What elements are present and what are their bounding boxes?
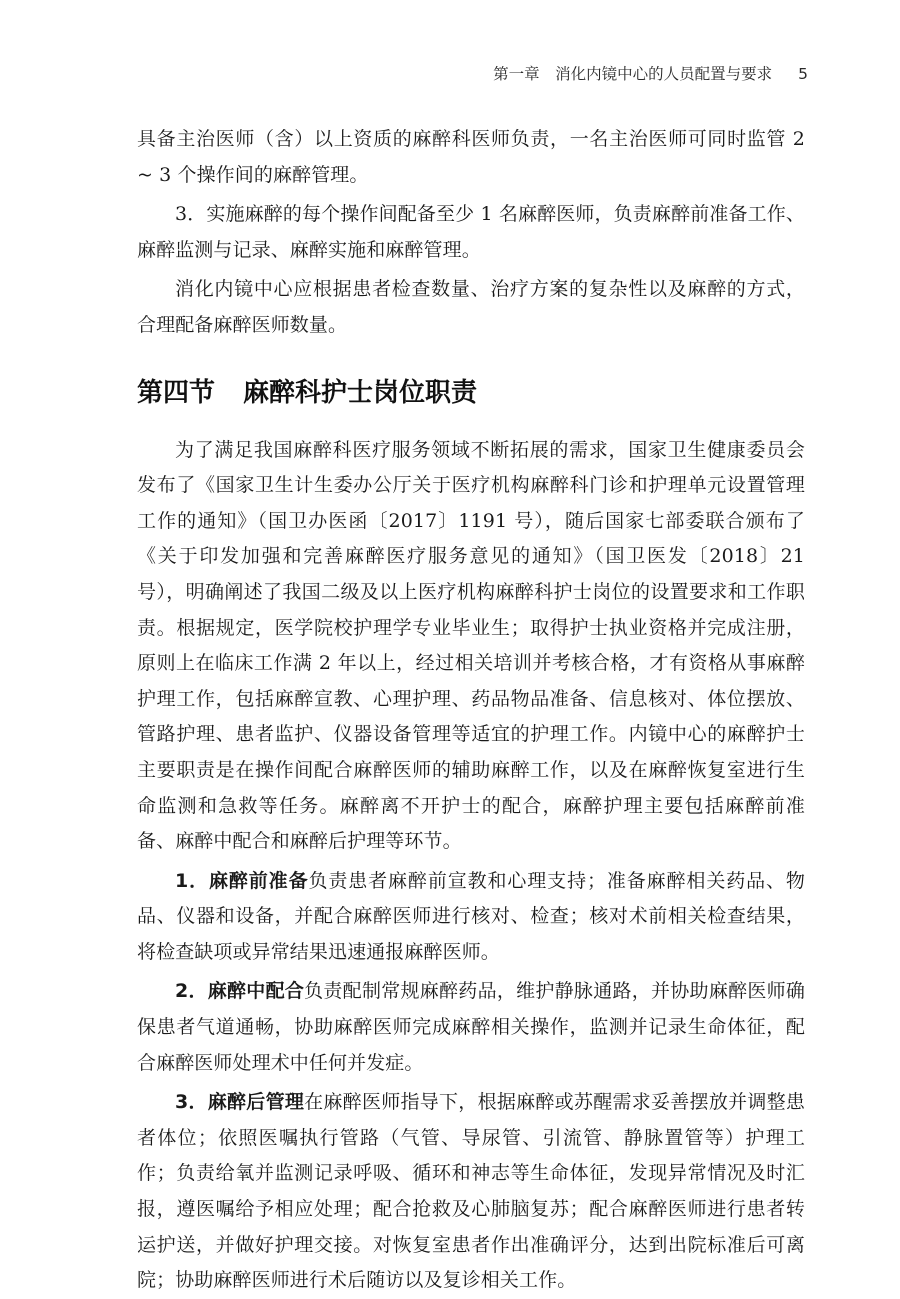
section-heading (137, 375, 805, 411)
duty-item-lead: 3．麻醉后管理 (175, 1091, 305, 1114)
paragraph-continued: 具备主治医师（含）以上资质的麻醉科医师负责，一名主治医师可同时监管 2 ~ 3 个操作间的麻醉管理。 (137, 128, 805, 186)
duty-item-lead: 1．麻醉前准备 (175, 869, 309, 892)
duty-item-lead: 2．麻醉中配合 (175, 980, 305, 1003)
running-header (493, 62, 808, 84)
duty-item (137, 974, 805, 1081)
page-number: 5 (798, 65, 808, 83)
page-body (137, 122, 805, 1299)
paragraph-intro: 为了满足我国麻醉科医疗服务领域不断拓展的需求，国家卫生健康委员会发布了《国家卫生计生委办公厅关于医疗机构麻醉科门诊和护理单元设置管理工作的通知》（国卫办医函〔2017〕1191 号），随后国家七部委联合颁布了《关于印发加强和完善麻醉医疗服务意见的通知》（国卫医发〔2018〕21 号），明确阐述了我国二级及以上医疗机构麻醉科护士岗位的设置要求和工作职责。根据规定，医学院校护理学专业毕业生；取得护士执业资格并完成注册，原则上在临床工作满 2 年以上，经过相关培训并考核合格，才有资格从事麻醉护理工作，包括麻醉宣教、心理护理、药品物品准备、信息核对、体位摆放、管路护理、患者监护、仪器设备管理等适宜的护理工作。内镜中心的麻醉护士主要职责是在操作间配合麻醉医师的辅助麻醉工作，以及在麻醉恢复室进行生命监测和急救等任务。麻醉离不开护士的配合，麻醉护理主要包括麻醉前准备、麻醉中配合和麻醉后护理等环节。 (137, 438, 805, 853)
duty-item-text: 在麻醉医师指导下，根据麻醉或苏醒需求妥善摆放并调整患者体位；依照医嘱执行管路（气管、导尿管、引流管、静脉置管等）护理工作；负责给氧并监测记录呼吸、循环和神志等生命体征，发现异常情况及时汇报，遵医嘱给予相应处理；配合抢救及心肺脑复苏；配合麻醉医师进行患者转运护送，并做好护理交接。对恢复室患者作出准确评分，达到出院标准后可离院；协助麻醉医师进行术后随访以及复诊相关工作。 (137, 1091, 805, 1292)
duty-item (137, 864, 805, 971)
chapter-title: 第一章 消化内镜中心的人员配置与要求 (493, 65, 773, 83)
duty-item-text: 负责患者麻醉前宣教和心理支持；准备麻醉相关药品、物品、仪器和设备，并配合麻醉医师进行核对、检查；核对术前相关检查结果，将检查缺项或异常结果迅速通报麻醉医师。 (137, 869, 805, 963)
paragraph-item-3: 3．实施麻醉的每个操作间配备至少 1 名麻醉医师，负责麻醉前准备工作、麻醉监测与记录、麻醉实施和麻醉管理。 (137, 203, 805, 261)
duty-item (137, 1085, 805, 1299)
section-number: 第四节 (137, 377, 216, 408)
section-title: 麻醉科护士岗位职责 (243, 377, 478, 408)
duty-item-text: 负责配制常规麻醉药品，维护静脉通路，并协助麻醉医师确保患者气道通畅，协助麻醉医师完成麻醉相关操作，监测并记录生命体征，配合麻醉医师处理术中任何并发症。 (137, 980, 805, 1074)
paragraph-staffing: 消化内镜中心应根据患者检查数量、治疗方案的复杂性以及麻醉的方式，合理配备麻醉医师数量。 (137, 278, 805, 336)
